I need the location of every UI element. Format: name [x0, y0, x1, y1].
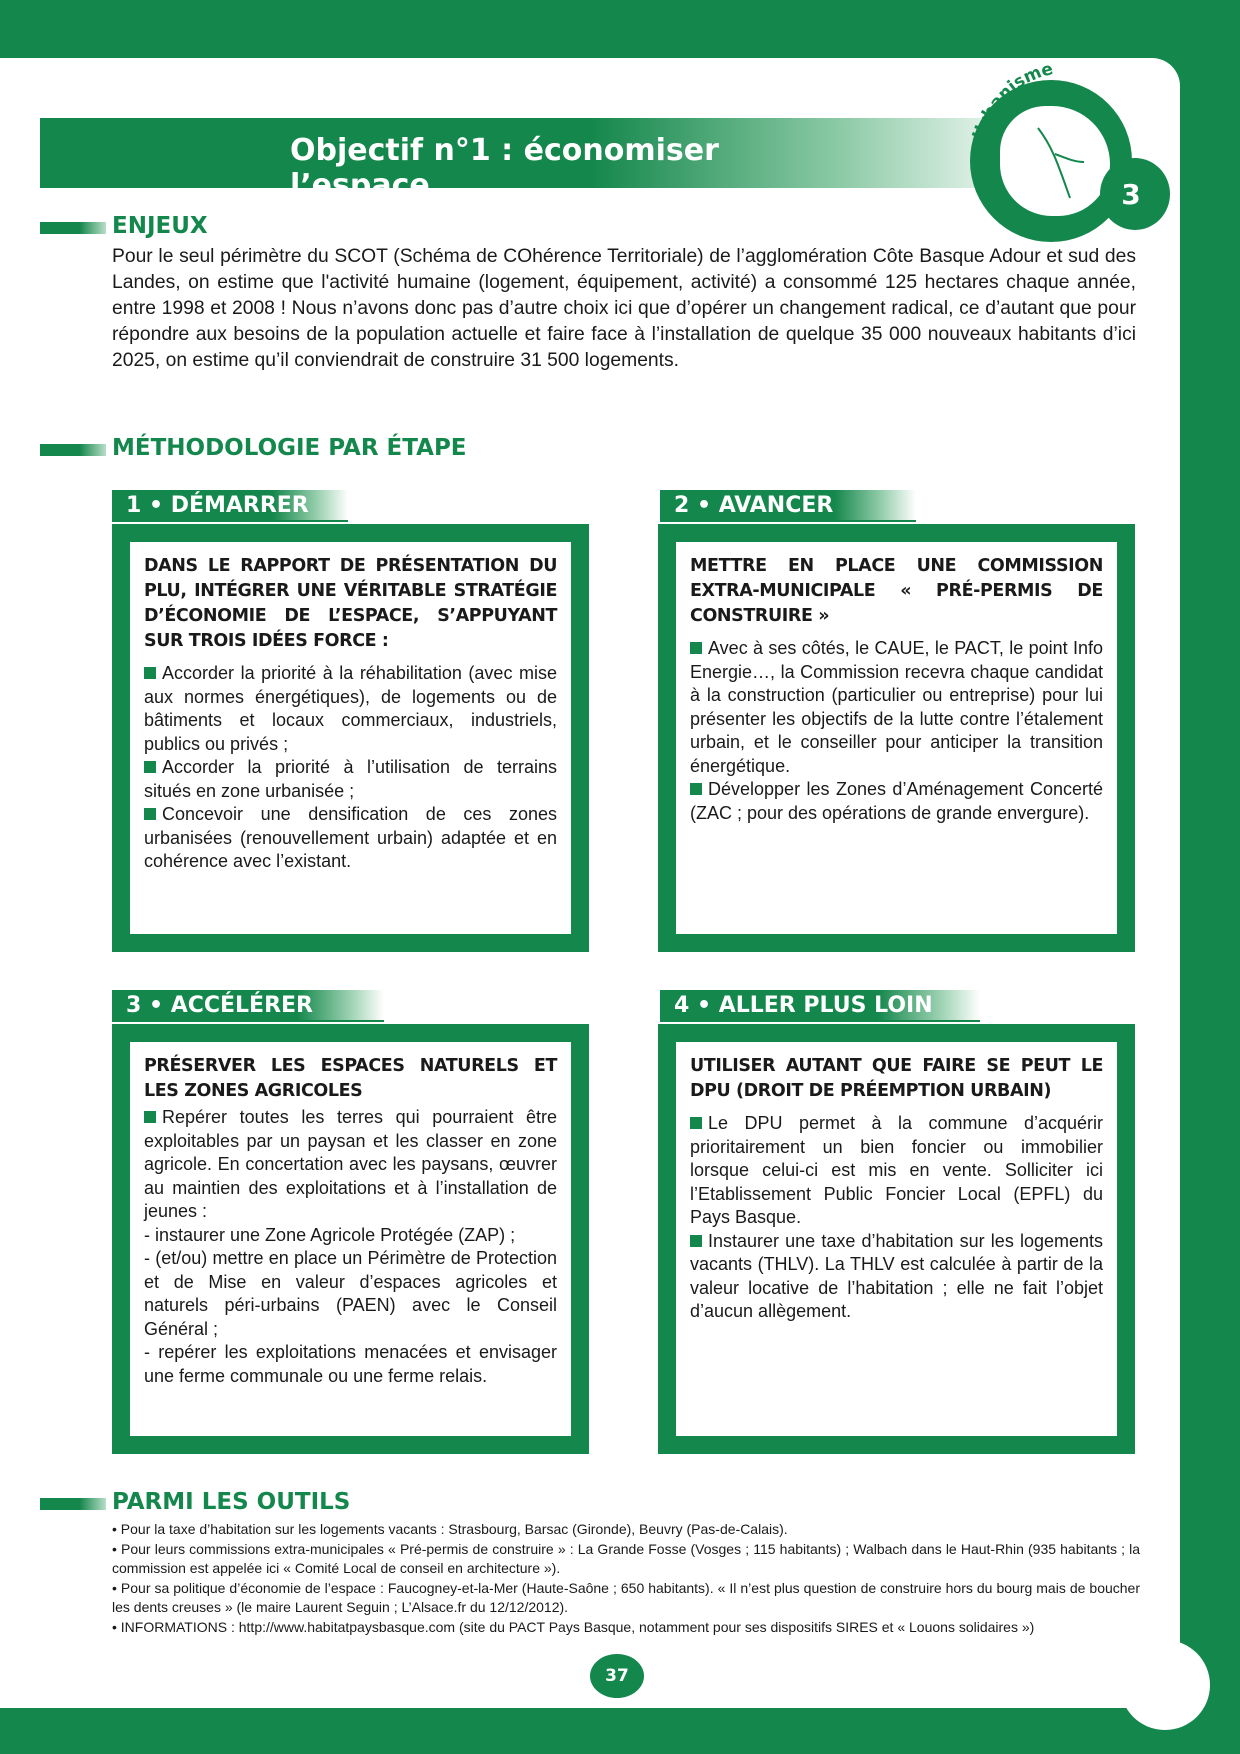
list-item: • Pour la taxe d’habitation sur les logements vacants : Strasbourg, Barsac (Gironde), Beuvry (Pas-de-Calais). — [112, 1521, 788, 1537]
list-item — [690, 1230, 1103, 1324]
square-bullet-icon — [144, 761, 156, 773]
step-tab-avancer: 2 • AVANCER — [660, 490, 916, 522]
list-item — [690, 778, 1103, 825]
enjeux-paragraph: Pour le seul périmètre du SCOT (Schéma de COhérence Territoriale) de l’agglomération Côte Basque Adour et sud des Landes, on estime que l'activité humaine (logement, équipement, activité) a consommé 125 hectares chaque année, entre 1998 et 2008 ! Nous n’avons donc pas d’autre choix ici que d’opérer un changement radical, ce d’autant que pour répondre aux besoins de la population actuelle et faire face à l’installation de quelque 35 000 nouveaux habitants d’ici 2025, on estime qu’il conviendrait de construire 31 500 logements. — [112, 246, 1136, 371]
step-box-aller-plus-loin — [658, 1024, 1135, 1454]
step-heading: METTRE EN PLACE UNE COMMISSION EXTRA-MUNICIPALE « PRÉ-PERMIS DE CONSTRUIRE » — [690, 556, 1103, 626]
square-bullet-icon — [144, 1111, 156, 1123]
square-bullet-icon — [690, 783, 702, 795]
section-marker — [40, 1498, 106, 1510]
list-item: • Pour sa politique d’économie de l’espace : Faucogney-et-la-Mer (Haute-Saône ; 650 habitants). « Il n’est plus question de construire hors du bourg mais de boucher les dents creuses » (le maire Laurent Seguin ; L’Alsace.fr du 12/12/2012). — [112, 1579, 1140, 1615]
step-body — [144, 1106, 557, 1388]
corner-decoration — [1120, 1640, 1210, 1730]
category-label — [965, 55, 1095, 145]
square-bullet-icon — [690, 642, 702, 654]
step-tab-demarrer: 1 • DÉMARRER — [112, 490, 348, 522]
list-item — [690, 637, 1103, 778]
section-heading-enjeux: ENJEUX — [112, 213, 208, 239]
list-item — [690, 1112, 1103, 1230]
step-box-avancer — [658, 524, 1135, 952]
sub-item: - repérer les exploitations menacées et envisager une ferme communale ou une ferme relais. — [144, 1342, 557, 1386]
page-title: Objectif n°1 : économiser l’espace — [290, 133, 719, 203]
step-heading: PRÉSERVER LES ESPACES NATURELS ET LES ZONES AGRICOLES — [144, 1056, 557, 1101]
step-body — [144, 662, 557, 874]
section-marker — [40, 222, 106, 234]
section-heading-outils: PARMI LES OUTILS — [112, 1489, 351, 1515]
step-tab-accelerer: 3 • ACCÉLÉRER — [112, 990, 384, 1022]
step-body — [690, 1112, 1103, 1324]
sub-item: - instaurer une Zone Agricole Protégée (ZAP) ; — [144, 1224, 516, 1245]
step-heading: DANS LE RAPPORT DE PRÉSENTATION DU PLU, INTÉGRER UNE VÉRITABLE STRATÉGIE D’ÉCONOMIE DE L’ESPACE, S’APPUYANT SUR TROIS IDÉES FORCE : — [144, 556, 557, 651]
tools-list — [112, 1520, 1140, 1637]
list-item-text: Accorder la priorité à la réhabilitation (avec mise aux normes énergétiques), de logements ou de bâtiments et locaux commerciaux, industriels, publics ou privés ; — [144, 663, 557, 754]
list-item: • Pour leurs commissions extra-municipales « Pré-permis de construire » : La Grande Fosse (Vosges ; 115 habitants) ; Walbach dans le Haut-Rhin (935 habitants ; la commission est appelée ici « Comité Local de conseil en architecture »). — [112, 1540, 1140, 1576]
list-item-text: Avec à ses côtés, le CAUE, le PACT, le point Info Energie…, la Commission recevra chaque candidat à la construction (particulier ou entreprise) pour lui présenter les objectifs de la lutte contre l’étalement urbain, et le conseiller pour anticiper la transition énergétique. — [690, 638, 1103, 776]
square-bullet-icon — [690, 1235, 702, 1247]
svg-text:Urbanisme: Urbanisme — [968, 59, 1056, 143]
square-bullet-icon — [690, 1117, 702, 1129]
section-heading-methodologie: MÉTHODOLOGIE PAR ÉTAPE — [112, 435, 467, 461]
list-item — [144, 662, 557, 756]
list-item-text: Développer les Zones d’Aménagement Concerté (ZAC ; pour des opérations de grande envergure). — [690, 779, 1103, 823]
step-tab-aller-plus-loin: 4 • ALLER PLUS LOIN — [660, 990, 980, 1022]
step-body — [690, 637, 1103, 825]
list-item-text: Accorder la priorité à l’utilisation de terrains situés en zone urbanisée ; — [144, 757, 557, 801]
square-bullet-icon — [144, 667, 156, 679]
sub-item: - (et/ou) mettre en place un Périmètre de Protection et de Mise en valeur d’espaces agricoles et naturels péri-urbains (PAEN) avec le Conseil Général ; — [144, 1248, 557, 1339]
list-item-text: Le DPU permet à la commune d’acquérir prioritairement un bien foncier ou immobilier lorsque celui-ci est mis en vente. Solliciter ici l’Etablissement Public Foncier Local (EPFL) du Pays Basque. — [690, 1113, 1103, 1227]
chapter-badge: 3 — [1100, 158, 1170, 230]
list-item-text: Instaurer une taxe d’habitation sur les logements vacants (THLV). La THLV est calculée à partir de la valeur locative de l’habitation ; elle ne fait l’objet d’aucun allègement. — [690, 1230, 1103, 1321]
list-item — [144, 1106, 557, 1224]
list-item-text: Repérer toutes les terres qui pourraient être exploitables par un paysan et les classer en zone agricole. En concertation avec les paysans, œuvrer au maintien des exploitations et à l’installation de jeunes : — [144, 1107, 557, 1221]
list-item — [144, 756, 557, 803]
page-number: 37 — [590, 1654, 644, 1698]
list-item-text: Concevoir une densification de ces zones urbanisées (renouvellement urbain) adaptée et en cohérence avec l’existant. — [144, 804, 557, 871]
step-heading: UTILISER AUTANT QUE FAIRE SE PEUT LE DPU (DROIT DE PRÉEMPTION URBAIN) — [690, 1056, 1103, 1101]
section-marker — [40, 444, 106, 456]
step-box-demarrer — [112, 524, 589, 952]
list-item — [144, 803, 557, 874]
square-bullet-icon — [144, 808, 156, 820]
list-item: • INFORMATIONS : http://www.habitatpaysbasque.com (site du PACT Pays Basque, notamment pour ses dispositifs SIRES et « Louons solidaires ») — [112, 1618, 1035, 1635]
step-box-accelerer — [112, 1024, 589, 1454]
